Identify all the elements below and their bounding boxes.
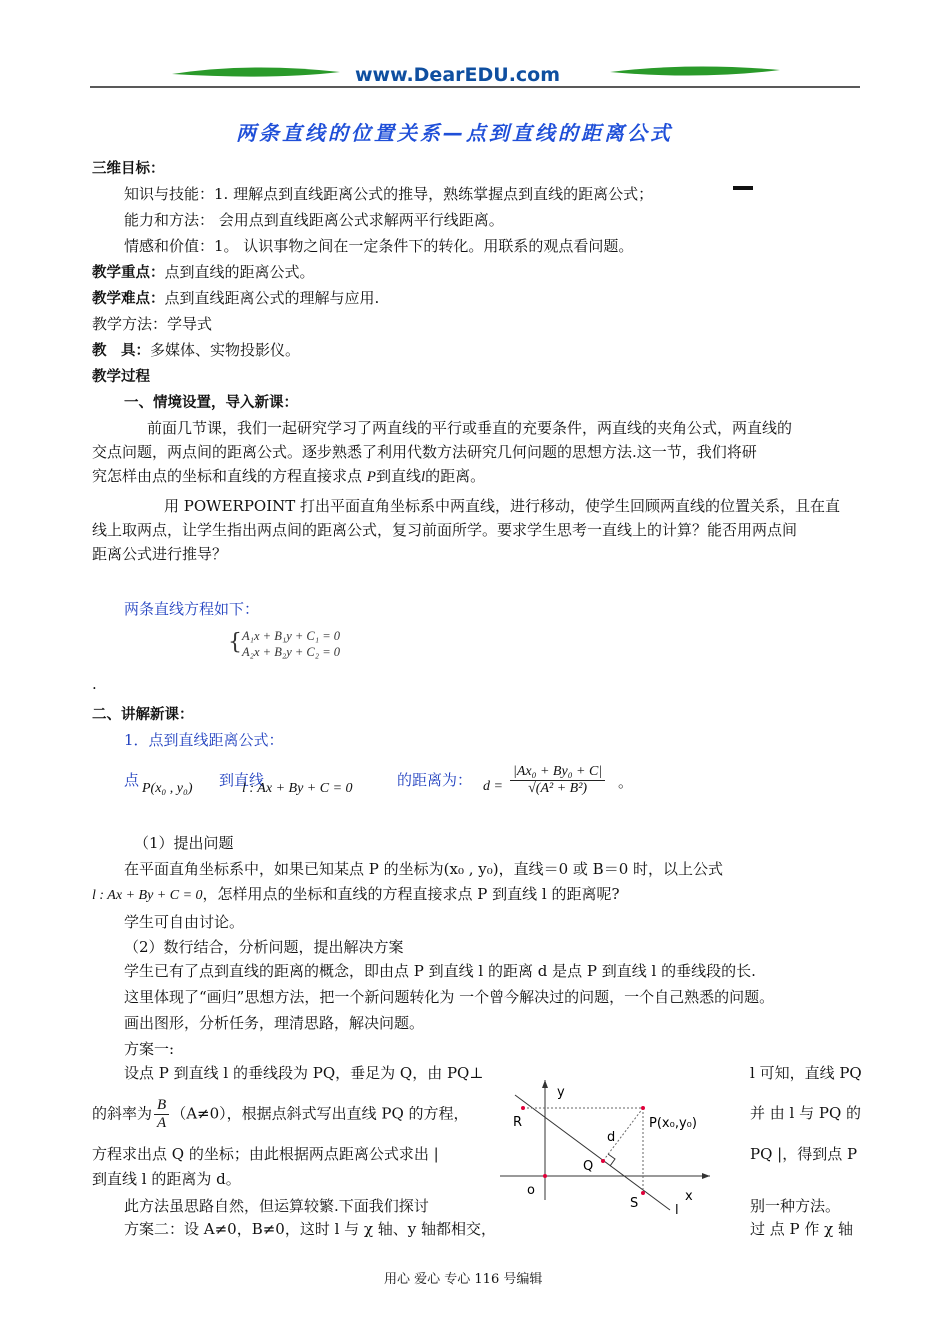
q2-heading: （2）数行结合，分析问题，提出解决方案	[124, 938, 404, 956]
plan1-line3-right: PQ |，得到点 P	[750, 1145, 858, 1163]
plan2-line1-right: 过 点 P 作 χ 轴	[750, 1220, 854, 1238]
formula-dist: 的距离为：	[397, 771, 473, 789]
site-logo[interactable]: www.DearEDU.com	[355, 64, 561, 86]
para1-line3: 究怎样由点的坐标和直线的方程直接求点 P到直线l的距离。	[92, 467, 486, 485]
geometry-diagram	[495, 1080, 725, 1220]
q1-line1: 在平面直角坐标系中，如果已知某点 P 的坐标为(x₀ , y₀)，直线＝0 或 B＝0 时，以上公式	[124, 860, 724, 878]
dot: .	[92, 675, 97, 693]
subsection-1: 1．点到直线距离公式：	[124, 731, 284, 749]
plan1-line1-left: 设点 P 到直线 l 的垂线段为 PQ，垂足为 Q，由 PQ⊥	[124, 1064, 484, 1082]
plan1-line5-right: 别一种方法。	[750, 1197, 841, 1215]
plan2-line1-left: 方案二：设 A≠0，B≠0，这时 l 与 χ 轴、y 轴都相交，	[124, 1220, 497, 1238]
formula-end: 。	[618, 773, 634, 791]
page-title: 两条直线的位置关系—点到直线的距离公式	[236, 121, 673, 145]
plan1-line1-right: l 可知，直线 PQ	[750, 1064, 862, 1082]
plan1-line3-left: 方程求出点 Q 的坐标；由此根据两点距离公式求出 |	[92, 1145, 439, 1163]
q2-line2: 这里体现了“画归”思想方法，把一个新问题转化为 一个曾今解决过的问题，一个自己熟悉的问题。	[124, 988, 775, 1006]
formula-P: P(x₀ , y₀)	[142, 781, 193, 796]
q1-heading: （1）提出问题	[134, 834, 234, 852]
y-axis-label: y	[557, 1085, 565, 1100]
q1-line3: 学生可自由讨论。	[124, 913, 245, 931]
formula-d: d =	[483, 779, 503, 794]
page-footer: 用心 爱心 专心 116 号编辑	[384, 1272, 543, 1287]
origin-label: o	[527, 1183, 535, 1198]
q1-line2: l : Ax + By + C = 0，怎样用点的坐标和直线的方程直接求点 P 到直线 l 的距离呢?	[92, 885, 620, 903]
formula-line: l : Ax + By + C = 0	[242, 781, 353, 796]
plan1-line5-left: 此方法虽思路自然，但运算较繁.下面我们探讨	[124, 1197, 429, 1215]
equation-2: A₂x + B₂y + C₂ = 0	[242, 645, 341, 659]
lines-equation-label: 两条直线方程如下：	[124, 600, 260, 618]
para1-line1: 前面几节课，我们一起研究学习了两直线的平行或垂直的充要条件，两直线的夹角公式，两直线的	[147, 419, 793, 437]
q2-line3: 画出图形，分析任务，理清思路，解决问题。	[124, 1014, 425, 1032]
brace: {	[228, 630, 242, 655]
point-S-label: S	[630, 1196, 639, 1211]
key-point: 教学重点：点到直线的距离公式。	[92, 263, 315, 281]
formula-to: 到直线	[219, 771, 265, 789]
formula-point: 点	[124, 771, 140, 789]
plan1-line2-right: 并 由 l 与 PQ 的	[750, 1104, 862, 1122]
para2-line3: 距离公式进行推导？	[92, 545, 228, 563]
para1-line2: 交点问题，两点间的距离公式。逐步熟悉了利用代数方法研究几何问题的思想方法.这一节，我们将研	[92, 443, 757, 461]
process-heading: 教学过程	[92, 369, 150, 385]
tools: 教 具：多媒体、实物投影仪。	[92, 341, 301, 359]
plan1-line2-left: 的斜率为 $\frac{B}{A}$ （A≠0），根据点斜式写出直线 PQ 的方程，	[92, 1097, 469, 1131]
q2-line1: 学生已有了点到直线的距离的概念，即由点 P 到直线 l 的距离 d 是点 P 到直线 l 的垂线段的长.	[124, 962, 756, 980]
point-R-label: R	[513, 1115, 523, 1130]
equation-1: A₁x + B₁y + C₁ = 0	[242, 629, 341, 643]
section-1-heading: 一、情境设置，导入新课：	[124, 395, 298, 411]
x-axis-label: x	[685, 1189, 693, 1204]
plan1-line4-left: 到直线 l 的距离为 d。	[92, 1170, 241, 1188]
difficulty: 教学难点：点到直线距离公式的理解与应用.	[92, 289, 380, 307]
para2-line1: 用 POWERPOINT 打出平面直角坐标系中两直线，进行移动，使学生回顾两直线的位置关系，且在直	[164, 497, 841, 515]
distance-d-label: d	[607, 1130, 616, 1145]
plan-1-heading: 方案一:	[124, 1040, 175, 1058]
formula-fraction: $\frac{\text{|Ax₀ + By₀ + C|}}{\text{√(A² + B²)}}$	[510, 764, 605, 797]
goal-knowledge: 知识与技能：1. 理解点到直线距离公式的推导，熟练掌握点到直线的距离公式；	[124, 185, 654, 203]
para2-line2: 线上取两点，让学生指出两点间的距离公式，复习前面所学。要求学生思考一直线上的计算？能否用两点间	[92, 521, 798, 539]
mark-icon	[733, 186, 753, 196]
point-Q-label: Q	[583, 1159, 594, 1174]
point-P-label: P(x₀,y₀)	[649, 1116, 697, 1131]
teaching-method: 教学方法：学导式	[92, 315, 213, 333]
line-l-label: l	[675, 1203, 679, 1218]
goal-emotion: 情感和价值：1。 认识事物之间在一定条件下的转化。用联系的观点看问题。	[124, 237, 634, 255]
goal-ability: 能力和方法： 会用点到直线距离公式求解两平行线距离。	[124, 211, 504, 229]
section-2-heading: 二、讲解新课：	[92, 707, 194, 723]
goals-heading: 三维目标：	[92, 161, 165, 177]
